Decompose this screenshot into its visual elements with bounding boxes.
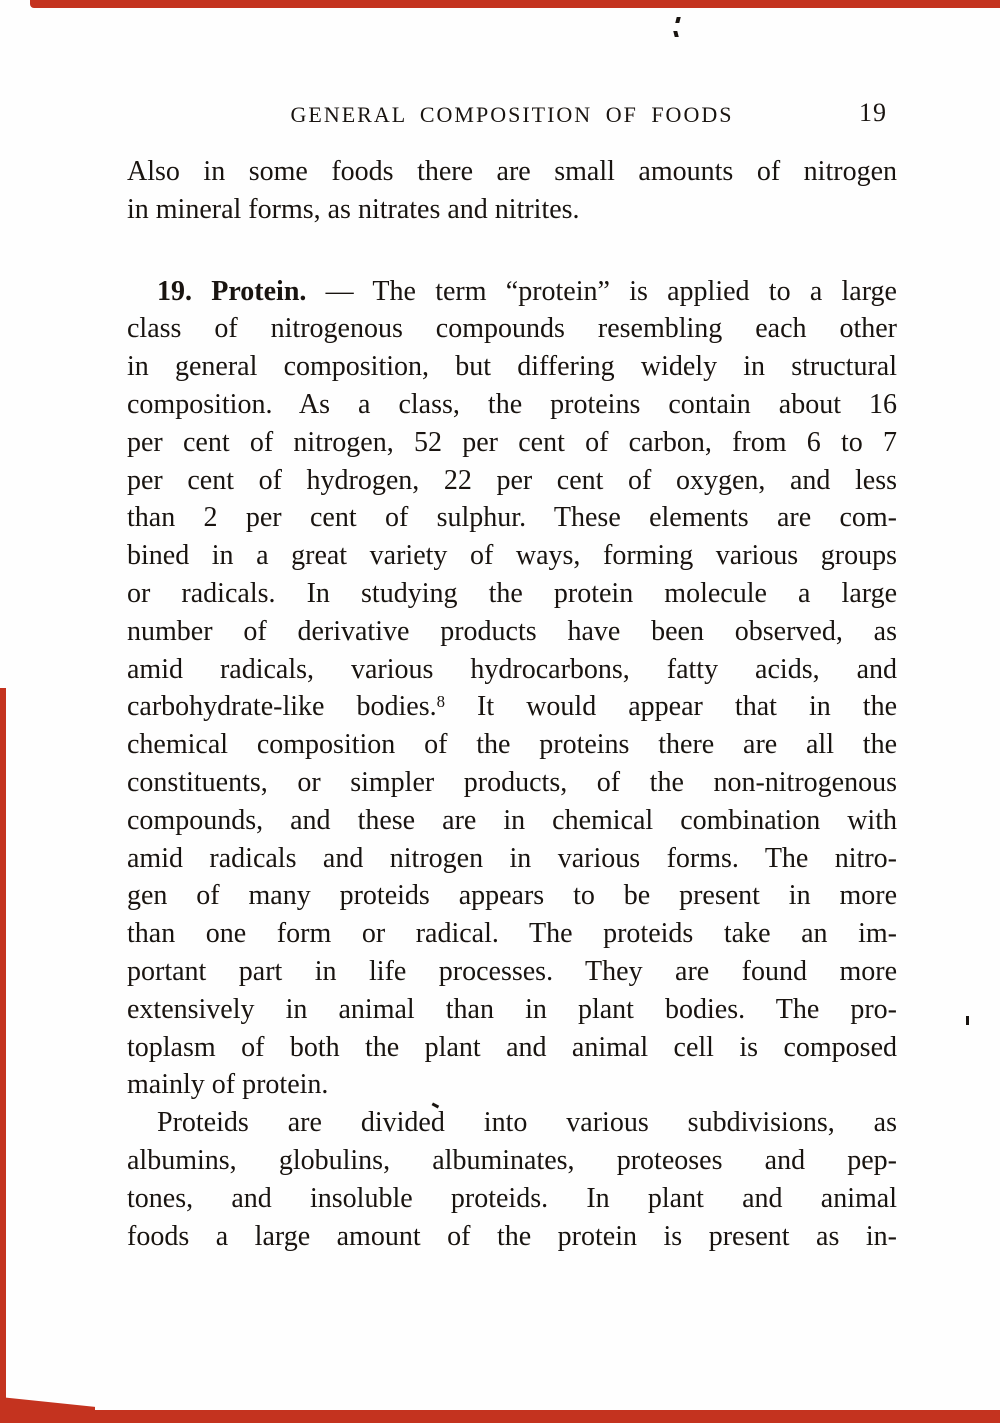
text-line: amid radicals and nitrogen in various forms. The nitro- — [127, 842, 897, 874]
page-header-title: GENERAL COMPOSITION OF FOODS — [290, 102, 734, 127]
text-line: class of nitrogenous compounds resembling each other — [127, 313, 897, 345]
ink-speck-right-margin — [966, 1016, 969, 1025]
scan-edge-top — [30, 0, 1000, 8]
text-segment: — The term “protein” is applied to a large — [306, 275, 897, 307]
section-heading-inline: 19. Protein. — [157, 275, 307, 307]
text-line: gen of many proteids appears to be present in more — [127, 880, 897, 912]
running-head — [127, 100, 897, 132]
text-line: toplasm of both the plant and animal cell is composed — [127, 1031, 897, 1063]
text-line: composition. As a class, the proteins contain about 16 — [127, 388, 897, 420]
scan-edge-bottom — [0, 1410, 1000, 1423]
page-number: 19 — [859, 98, 887, 127]
page-text — [127, 153, 897, 1255]
text-segment: It would appear that in the — [445, 691, 897, 723]
text-line: Also in some foods there are small amounts of nitrogen — [127, 156, 897, 187]
text-line: foods a large amount of the protein is present as in- — [127, 1220, 897, 1252]
text-line: chemical composition of the proteins there are all the — [127, 729, 897, 761]
text-line — [127, 688, 897, 726]
text-line — [127, 273, 897, 311]
text-line: tones, and insoluble proteids. In plant and animal — [127, 1182, 897, 1214]
scan-edge-bottom-left-corner — [0, 1397, 95, 1413]
paragraph — [127, 1104, 897, 1255]
scan-edge-left — [0, 688, 6, 1423]
text-line: extensively in animal than in plant bodies. The pro- — [127, 993, 897, 1025]
text-line: than one form or radical. The proteids take an im- — [127, 918, 897, 950]
paragraph — [127, 273, 897, 1105]
text-line: in general composition, but differing widely in structural — [127, 351, 897, 383]
text-segment: carbohydrate-like bodies. — [127, 691, 437, 723]
text-line: bined in a great variety of ways, forming various groups — [127, 540, 897, 572]
text-line: number of derivative products have been observed, as — [127, 615, 897, 647]
text-line: mainly of protein. — [127, 1069, 329, 1101]
paragraph — [127, 153, 897, 229]
text-line: constituents, or simpler products, of the non-nitrogenous — [127, 766, 897, 798]
text-line: per cent of hydrogen, 22 per cent of oxygen, and less — [127, 464, 897, 496]
text-line: in mineral forms, as nitrates and nitrites. — [127, 193, 580, 225]
ink-speck-top — [674, 17, 680, 37]
text-line: albumins, globulins, albuminates, proteoses and pep- — [127, 1144, 897, 1176]
text-line: Proteids are divided into various subdivisions, as — [157, 1107, 897, 1139]
text-line: than 2 per cent of sulphur. These elements are com- — [127, 502, 897, 534]
footnote-reference: 8 — [436, 691, 445, 711]
text-line: amid radicals, various hydrocarbons, fatty acids, and — [127, 653, 897, 685]
text-line: portant part in life processes. They are found more — [127, 955, 897, 987]
text-line: per cent of nitrogen, 52 per cent of carbon, from 6 to 7 — [127, 426, 897, 458]
text-line: compounds, and these are in chemical combination with — [127, 804, 897, 836]
text-line: or radicals. In studying the protein molecule a large — [127, 577, 897, 609]
